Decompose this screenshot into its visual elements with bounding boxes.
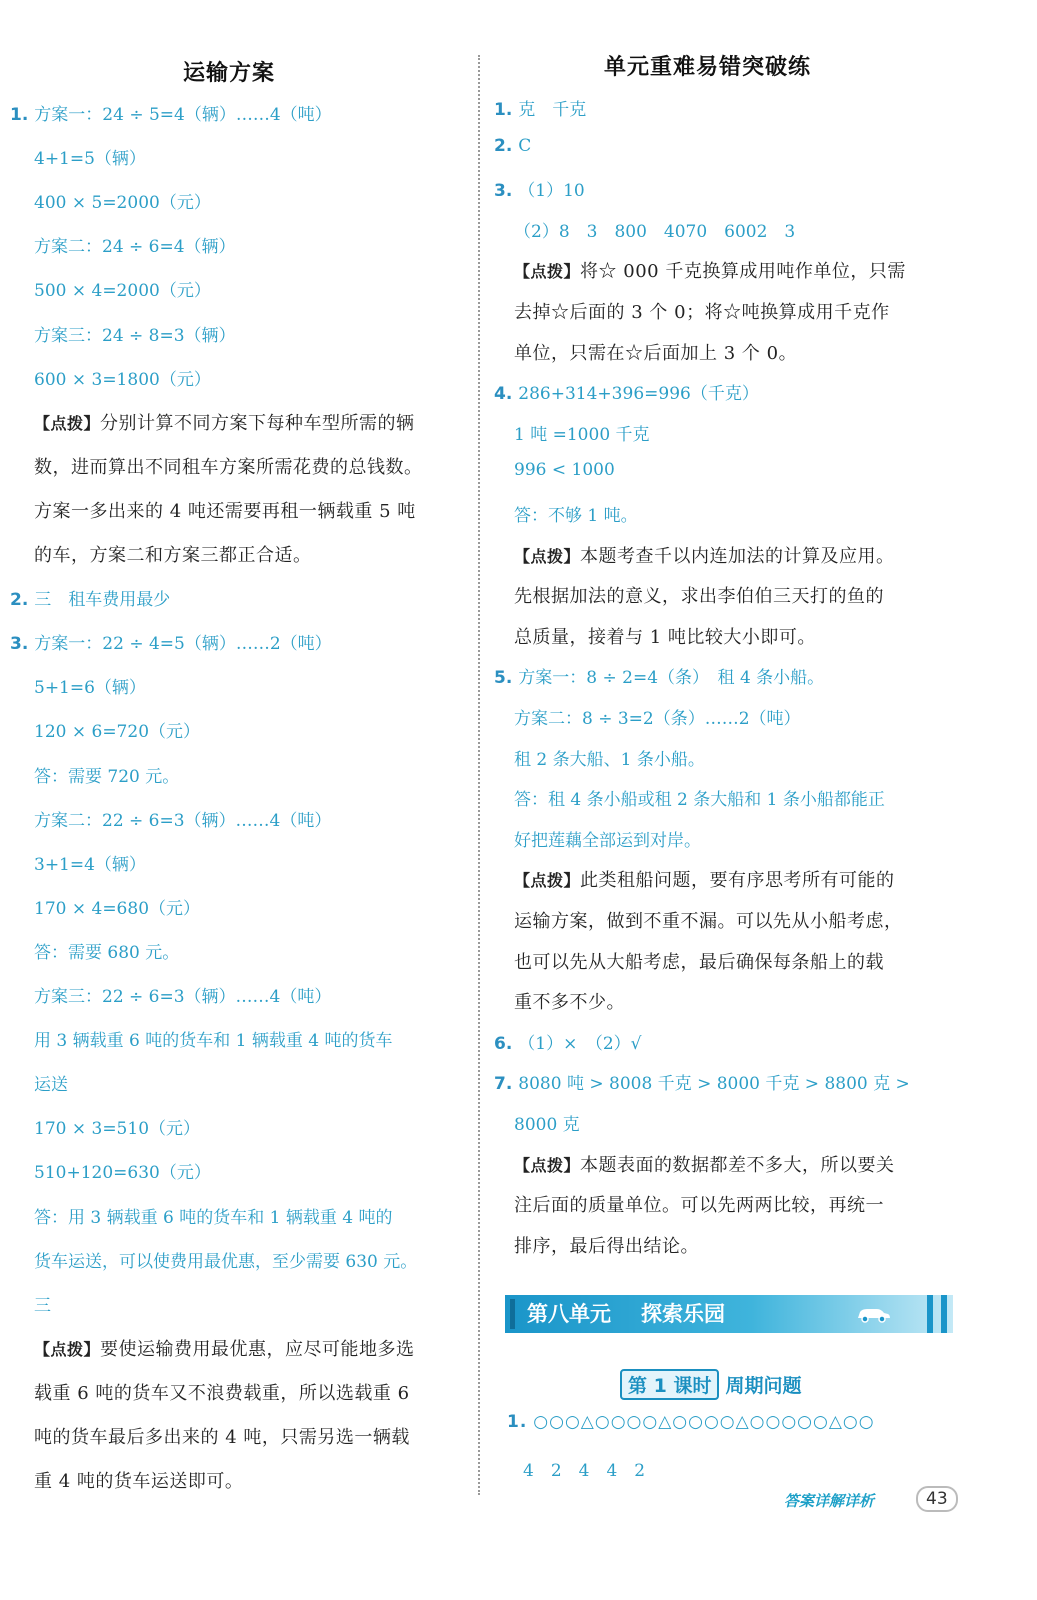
question-number: 1. [494,100,513,120]
line-text: 答：用 3 辆载重 6 吨的货车和 1 辆载重 4 吨的 [34,1207,393,1228]
line-text: 总质量，接着与 1 吨比较大小即可。 [514,626,816,648]
line-text: 方案三：24 ÷ 8=3（辆） [34,325,236,346]
hint-tag: 【点拨】 [514,546,581,566]
answer-line [34,365,211,390]
line-text: 克 千克 [518,100,587,120]
line-text: 方案二：22 ÷ 6=3（辆）……4（吨） [34,810,332,831]
right-section-title: 单元重难易错突破练 [604,55,812,80]
lesson-number-box: 第 1 课时 [620,1369,719,1400]
answer-line [34,1379,410,1405]
line-text: 方案一多出来的 4 吨还需要再租一辆载重 5 吨 [34,500,416,522]
hint-line [514,542,895,568]
unit-title: 探索乐园 [641,1302,725,1326]
line-text: 170 × 4=680（元） [34,898,201,919]
answer-line [34,1203,393,1228]
hint-line [34,1335,415,1361]
answer-line [514,298,890,324]
line-text: 8080 吨 > 8008 千克 > 8000 千克 > 8800 克 > [518,1074,910,1095]
hint-line [514,257,906,283]
unit-banner [505,1295,953,1333]
column-divider [478,55,480,1495]
line-text: 600 × 3=1800（元） [34,369,211,390]
line-text: 好把莲藕全部运到对岸。 [514,830,701,851]
question-number: 1. [10,105,29,125]
line-text: 先根据加法的意义，求出李伯伯三天打的鱼的 [514,586,884,608]
answer-line [34,982,331,1007]
banner-accent-bar [510,1299,515,1329]
left-section-title: 运输方案 [183,61,276,86]
answer-line-numbered [494,1069,910,1094]
line-text: 答：租 4 条小船或租 2 条大船和 1 条小船都能正 [514,790,885,811]
answer-line-numbered [10,629,332,654]
answer-line-numbered [494,663,824,688]
line-text: 8000 克 [514,1115,580,1135]
answer-line [34,276,211,301]
line-text: 500 × 4=2000（元） [34,281,211,302]
answer-line [34,1423,410,1449]
line-text: 货车运送，可以使费用最优惠，至少需要 630 元。 [34,1251,418,1272]
hint-tag: 【点拨】 [34,1339,101,1359]
line-text: 3+1=4（辆） [34,854,146,875]
line-text: 三 [34,1295,51,1316]
answer-line [514,1110,580,1135]
answer-line-numbered [10,100,332,125]
line-text: 400 × 5=2000（元） [34,193,211,214]
line-text: 载重 6 吨的货车又不浪费载重，所以选载重 6 [34,1382,410,1404]
line-text: 三 租车费用最少 [34,590,171,611]
hint-line [34,409,415,435]
answer-line [34,188,211,213]
answer-line [514,217,795,242]
hint-line [514,1151,895,1177]
question-number: 4. [494,384,513,405]
question-number: 2. [494,135,513,156]
line-text: 数，进而算出不同租车方案所需花费的总钱数。 [34,456,423,478]
line-text: C [518,135,532,156]
footer-label: 答案详解详析 [784,1492,875,1510]
answer-line [34,1158,211,1183]
hint-tag: 【点拨】 [514,262,581,282]
answer-line [34,453,423,479]
hint-tag: 【点拨】 [34,413,101,433]
answer-line [514,1191,884,1217]
line-text: 5+1=6（辆） [34,678,146,699]
answer-line [514,988,625,1014]
lesson-heading [620,1369,801,1400]
line-text: 996 < 1000 [514,460,615,481]
answer-line [34,1247,417,1272]
answer-line [514,623,816,649]
line-text: 1 吨 =1000 千克 [514,424,650,445]
answer-line-numbered [494,379,759,404]
answer-line [34,1070,68,1095]
answer-line [34,1291,51,1316]
answer-line-numbered [494,136,531,156]
line-text: 用 3 辆载重 6 吨的货车和 1 辆载重 4 吨的货车 [34,1031,393,1052]
line-text: 方案二：8 ÷ 3=2（条）……2（吨） [514,709,801,729]
answer-line [514,1232,699,1258]
answer-line [34,762,179,787]
banner-end-bar [927,1295,933,1333]
answer-line [514,948,884,974]
answer-line [514,420,650,445]
line-text: 286+314+396=996（千克） [518,384,759,405]
line-text: 注后面的质量单位。可以先两两比较，再统一 [514,1195,884,1217]
line-text: 租 2 条大船、1 条小船。 [514,749,705,770]
line-text: 的车，方案二和方案三都正合适。 [34,545,312,566]
line-text: 也可以先从大船考虑，最后确保每条船上的载 [514,951,884,973]
question-number: 5. [494,668,513,689]
hint-line [514,866,895,892]
line-text: 此类租船问题，要有序思考所有可能的 [580,870,895,892]
line-text: 方案一：24 ÷ 5=4（辆）……4（吨） [34,105,332,125]
answer-line [514,785,885,810]
line-text: 510+120=630（元） [34,1163,211,1184]
answer-line [34,850,146,875]
answer-line [514,704,801,729]
line-text: 4+1=5（辆） [34,149,146,170]
question-number: 7. [494,1074,513,1095]
answer-line [34,144,146,169]
answer-line [34,541,312,567]
line-text: 方案一：8 ÷ 2=4（条） 租 4 条小船。 [518,668,825,689]
answer-line [34,806,331,831]
answer-line [34,1467,243,1493]
answer-line-numbered [494,1029,642,1054]
answer-line [34,673,146,698]
question-number: 6. [494,1033,513,1054]
line-text: 单位，只需在☆后面加上 3 个 0。 [514,342,798,364]
line-text: 去掉☆后面的 3 个 0；将☆吨换算成用千克作 [514,302,890,323]
line-text: 本题考查千以内连加法的计算及应用。 [580,545,895,567]
question-number: 3. [10,634,29,655]
answer-line-numbered [494,95,586,120]
unit-number: 第八单元 [527,1302,611,1326]
answer-line [514,907,903,933]
answer-line [34,938,179,963]
answer-line [514,582,884,608]
line-text: 运送 [34,1075,68,1096]
page-number: 43 [916,1486,958,1512]
answer-line [34,232,236,257]
line-text: 本题表面的数据都差不多大，所以要关 [580,1154,895,1176]
answer-line [514,826,701,851]
answer-line [514,339,797,365]
answer-line [34,894,200,919]
question-number: 2. [10,590,29,611]
answer-line [514,501,638,526]
line-text: 排序，最后得出结论。 [514,1235,699,1257]
line-text: 方案二：24 ÷ 6=4（辆） [34,237,236,258]
hint-tag: 【点拨】 [514,871,581,891]
car-icon [855,1304,891,1324]
line-text: （1）10 [518,181,585,202]
pattern-counts: 4 2 4 4 2 [523,1461,646,1481]
answer-line [34,717,200,742]
line-text: 答：需要 720 元。 [34,766,180,787]
line-text: 方案三：22 ÷ 6=3（辆）……4（吨） [34,987,332,1007]
answer-line [34,497,416,523]
line-text: 120 × 6=720（元） [34,722,201,743]
answer-line [34,1026,393,1051]
question-number: 3. [494,181,513,202]
lesson-title: 周期问题 [725,1375,802,1397]
pattern-answer [507,1412,875,1432]
line-text: （1）× （2）√ [518,1033,642,1054]
line-text: 答：需要 680 元。 [34,942,180,963]
banner-end-bar [941,1295,947,1333]
line-text: 方案一：22 ÷ 4=5（辆）……2（吨） [34,634,332,655]
line-text: 分别计算不同方案下每种车型所需的辆 [100,412,415,434]
line-text: 170 × 3=510（元） [34,1119,201,1140]
line-text: （2）8 3 800 4070 6002 3 [514,221,796,242]
line-text: 答：不够 1 吨。 [514,506,638,526]
answer-line-numbered [494,176,585,201]
line-text: 吨的货车最后多出来的 4 吨，只需另选一辆载 [34,1427,410,1448]
line-text: 重不多不少。 [514,992,625,1014]
line-text: 重 4 吨的货车运送即可。 [34,1471,244,1493]
answer-line [34,1114,200,1139]
answer-line-numbered [10,585,170,610]
answer-line [514,745,705,770]
answer-line [514,460,615,480]
line-text: 运输方案，做到不重不漏。可以先从小船考虑， [514,911,903,932]
answer-line [34,321,236,346]
question-number: 1. [507,1412,528,1432]
shape-pattern: ○○○△○○○○△○○○○△○○○○○△○○ [533,1412,875,1432]
line-text: 要使运输费用最优惠，应尽可能地多选 [100,1338,415,1360]
line-text: 将☆ 000 千克换算成用吨作单位，只需 [580,261,906,283]
hint-tag: 【点拨】 [514,1155,581,1175]
